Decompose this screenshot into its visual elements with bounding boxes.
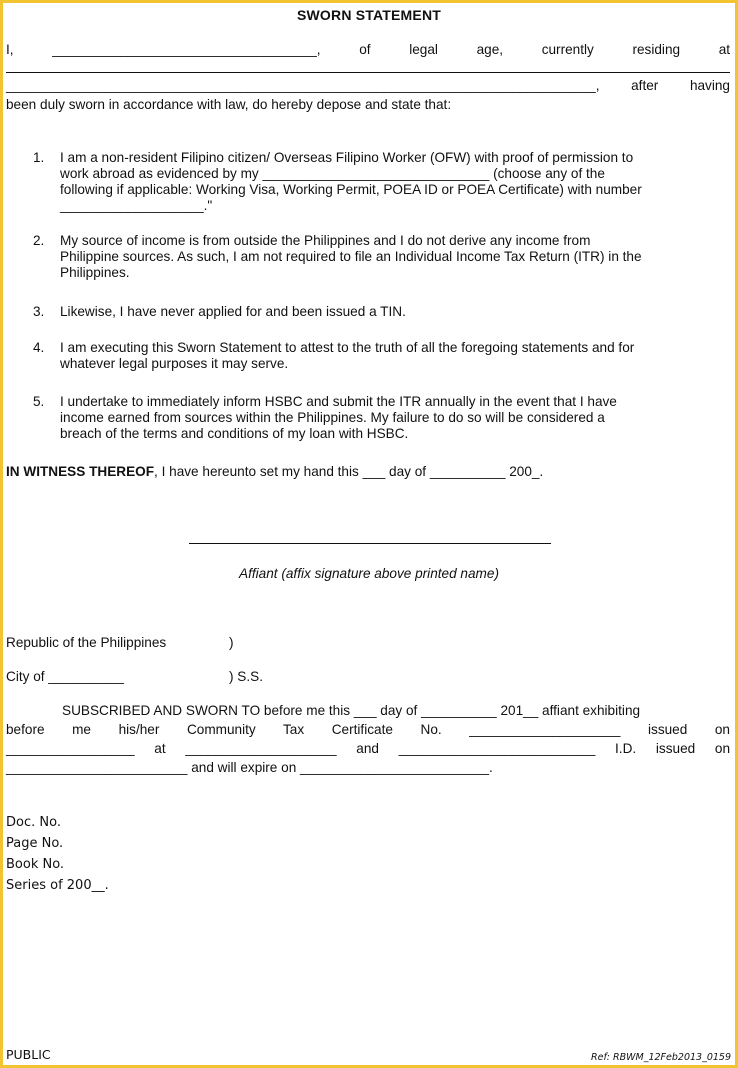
item-number: 2. [33, 233, 45, 248]
jurat-line-1: SUBSCRIBED AND SWORN TO before me this ___ day of __________ 201__ affiant exhibiting [62, 703, 641, 718]
notary-page-no: Page No. [6, 836, 64, 851]
intro-word: of [359, 42, 371, 57]
affiant-caption: Affiant (affix signature above printed name) [239, 566, 499, 581]
intro-word: having [689, 78, 730, 93]
jurat-word: his/her [118, 722, 160, 737]
jurat-word: No. [420, 722, 442, 737]
jurat-word: issued [648, 722, 688, 737]
intro-word: residing [632, 42, 681, 57]
notary-book-no: Book No. [6, 857, 65, 872]
item-text: I undertake to immediately inform HSBC and submit the ITR annually in the event that I have income earned from sources within the Philippines. My failure to do so will be considered a breach of the terms and conditions of my loan with HSBC. [60, 394, 617, 441]
id-blank: __________________________ [398, 741, 596, 756]
venue-republic: Republic of the Philippines [6, 635, 167, 650]
jurat-word: before [6, 722, 45, 737]
item-number: 3. [33, 304, 45, 319]
address-blank: ______________________________________________________________________________, [6, 78, 600, 93]
address-line-rule [6, 72, 730, 73]
jurat-line-4: ________________________ and will expire on _________________________. [6, 760, 493, 775]
intro-word: age, [476, 42, 504, 57]
item-text: Likewise, I have never applied for and been issued a TIN. [60, 304, 406, 319]
intro-word: after [631, 78, 659, 93]
jurat-line-3 [6, 741, 730, 757]
jurat-word: at [154, 741, 166, 756]
ctc-number-blank: ____________________ [469, 722, 621, 737]
witness-text: , I have hereunto set my hand this ___ day of __________ 200_. [154, 464, 544, 479]
document-page [3, 3, 735, 1065]
item-number: 1. [33, 150, 45, 165]
footer-classification: PUBLIC [6, 1047, 51, 1062]
intro-line-2 [6, 78, 730, 94]
item-text: My source of income is from outside the Philippines and I do not derive any income from Philippine sources. As such, I am not required to file an Individual Income Tax Return (ITR) in the Philippines. [60, 233, 642, 280]
jurat-word: Community [186, 722, 256, 737]
item-number: 5. [33, 394, 45, 409]
name-blank: ___________________________________, [52, 42, 321, 57]
footer-reference: Ref: RBWM_12Feb2013_0159 [591, 1052, 731, 1063]
intro-word: at [718, 42, 731, 57]
jurat-word: me [72, 722, 91, 737]
item-text: I am executing this Sworn Statement to attest to the truth of all the foregoing statements and for whatever legal purposes it may serve. [60, 340, 635, 371]
jurat-word: I.D. issued on [615, 741, 731, 756]
jurat-word: Certificate [331, 722, 393, 737]
intro-word: legal [409, 42, 438, 57]
date-blank: _________________ [6, 741, 135, 756]
intro-word: I, [6, 42, 14, 57]
place-blank: ____________________ [185, 741, 337, 756]
venue-paren: ) [229, 635, 234, 650]
document-title: SWORN STATEMENT [296, 7, 442, 23]
witness-heading: IN WITNESS THEREOF [6, 464, 155, 479]
notary-doc-no: Doc. No. [6, 815, 61, 830]
intro-line-3: been duly sworn in accordance with law, do hereby depose and state that: [6, 97, 452, 112]
intro-word: currently [541, 42, 594, 57]
item-number: 4. [33, 340, 45, 355]
signature-line [189, 543, 551, 544]
jurat-line-2 [6, 722, 730, 738]
venue-ss: ) S.S. [229, 669, 263, 684]
notary-series: Series of 200__. [6, 878, 109, 893]
jurat-word: and [356, 741, 379, 756]
venue-city: City of __________ [6, 669, 124, 684]
intro-line-1 [6, 42, 730, 58]
item-text: I am a non-resident Filipino citizen/ Overseas Filipino Worker (OFW) with proof of permission to work abroad as evidenced by my ______________________________ (choose any of the following if applicable: Working Visa, Working Permit, POEA ID or POEA Certificate) with number ___________________." [60, 150, 642, 213]
witness-line [6, 464, 543, 480]
jurat-word: on [714, 722, 730, 737]
jurat-word: Tax [283, 722, 305, 737]
